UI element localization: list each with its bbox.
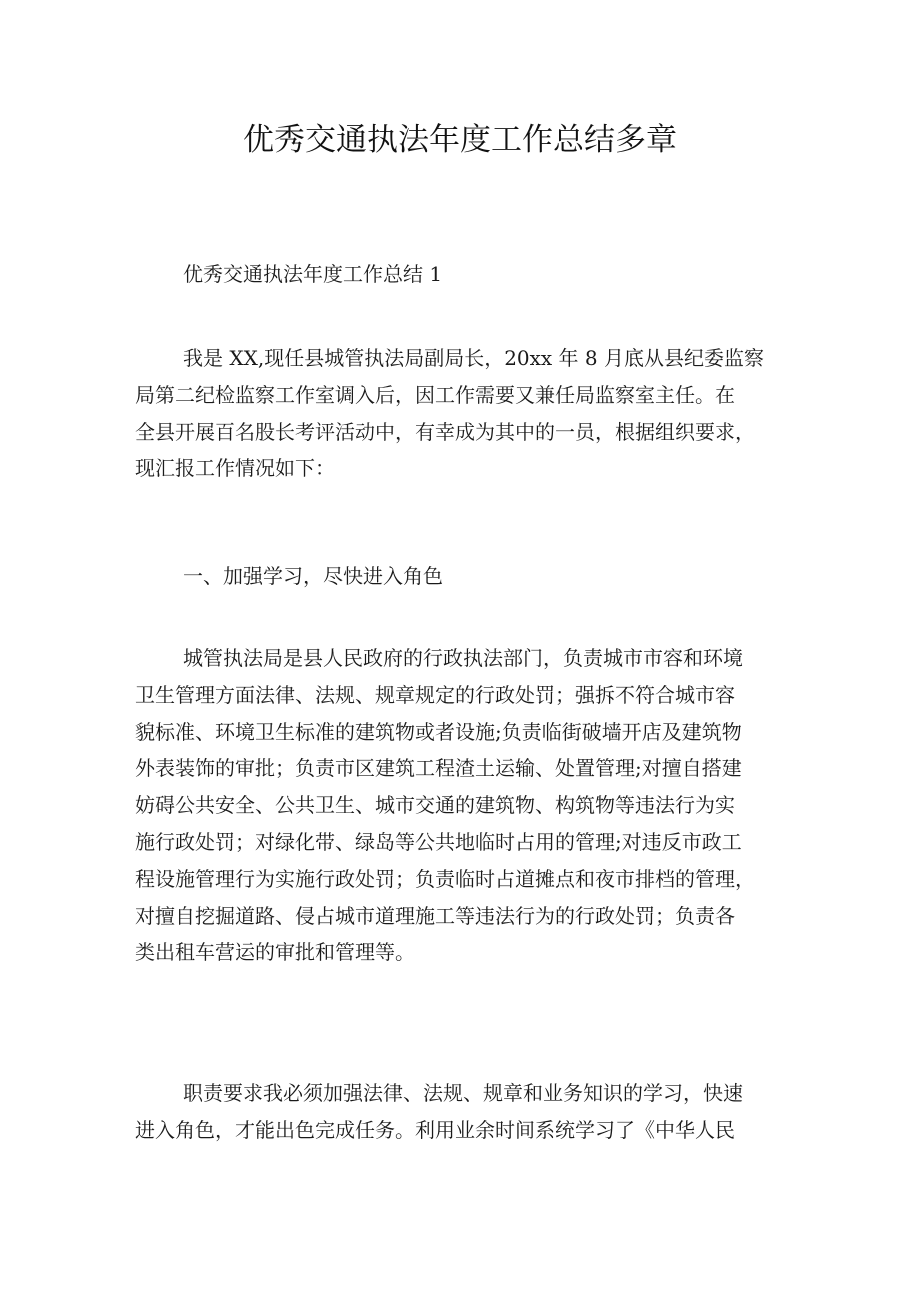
section-1-line: 卫生管理方面法律、法规、规章规定的行政处罚；强拆不符合城市容 <box>135 682 735 707</box>
section-1-line: 外表装饰的审批；负责市区建筑工程渣土运输、处置管理;对擅自搭建 <box>135 756 742 781</box>
intro-line: 局第二纪检监察工作室调入后，因工作需要又兼任局监察室主任。在 <box>135 382 735 407</box>
intro-line: 全县开展百名股长考评活动中，有幸成为其中的一员，根据组织要求， <box>135 419 755 444</box>
section-1-para2-line: 进入角色，才能出色完成任务。利用业余时间系统学习了《中华人民 <box>135 1117 735 1142</box>
summary-subtitle: 优秀交通执法年度工作总结 1 <box>183 262 443 286</box>
section-1-para2-line: 职责要求我必须加强法律、法规、规章和业务知识的学习，快速 <box>183 1081 743 1105</box>
section-1-line: 妨碍公共安全、公共卫生、城市交通的建筑物、构筑物等违法行为实 <box>135 793 735 818</box>
intro-line: 现汇报工作情况如下： <box>135 456 335 481</box>
section-1-heading: 一、加强学习，尽快进入角色 <box>183 564 443 588</box>
intro-line: 我是 XX,现任县城管执法局副局长，20xx 年 8 月底从县纪委监察 <box>183 346 764 370</box>
section-1-line: 对擅自挖掘道路、侵占城市道理施工等违法行为的行政处罚；负责各 <box>135 903 735 928</box>
section-1-line: 类出租车营运的审批和管理等。 <box>135 940 415 965</box>
section-1-line: 程设施管理行为实施行政处罚；负责临时占道摊点和夜市排档的管理， <box>135 866 755 891</box>
intro-paragraph <box>135 340 795 487</box>
section-1-line: 貌标准、环境卫生标准的建筑物或者设施;负责临街破墙开店及建筑物 <box>135 719 742 744</box>
section-1-paragraph-2 <box>135 1075 795 1149</box>
section-1-paragraph <box>135 640 795 971</box>
section-1-line: 施行政处罚；对绿化带、绿岛等公共地临时占用的管理;对违反市政工 <box>135 829 742 854</box>
section-1-line: 城管执法局是县人民政府的行政执法部门，负责城市市容和环境 <box>183 646 743 670</box>
document-title: 优秀交通执法年度工作总结多章 <box>243 122 677 158</box>
